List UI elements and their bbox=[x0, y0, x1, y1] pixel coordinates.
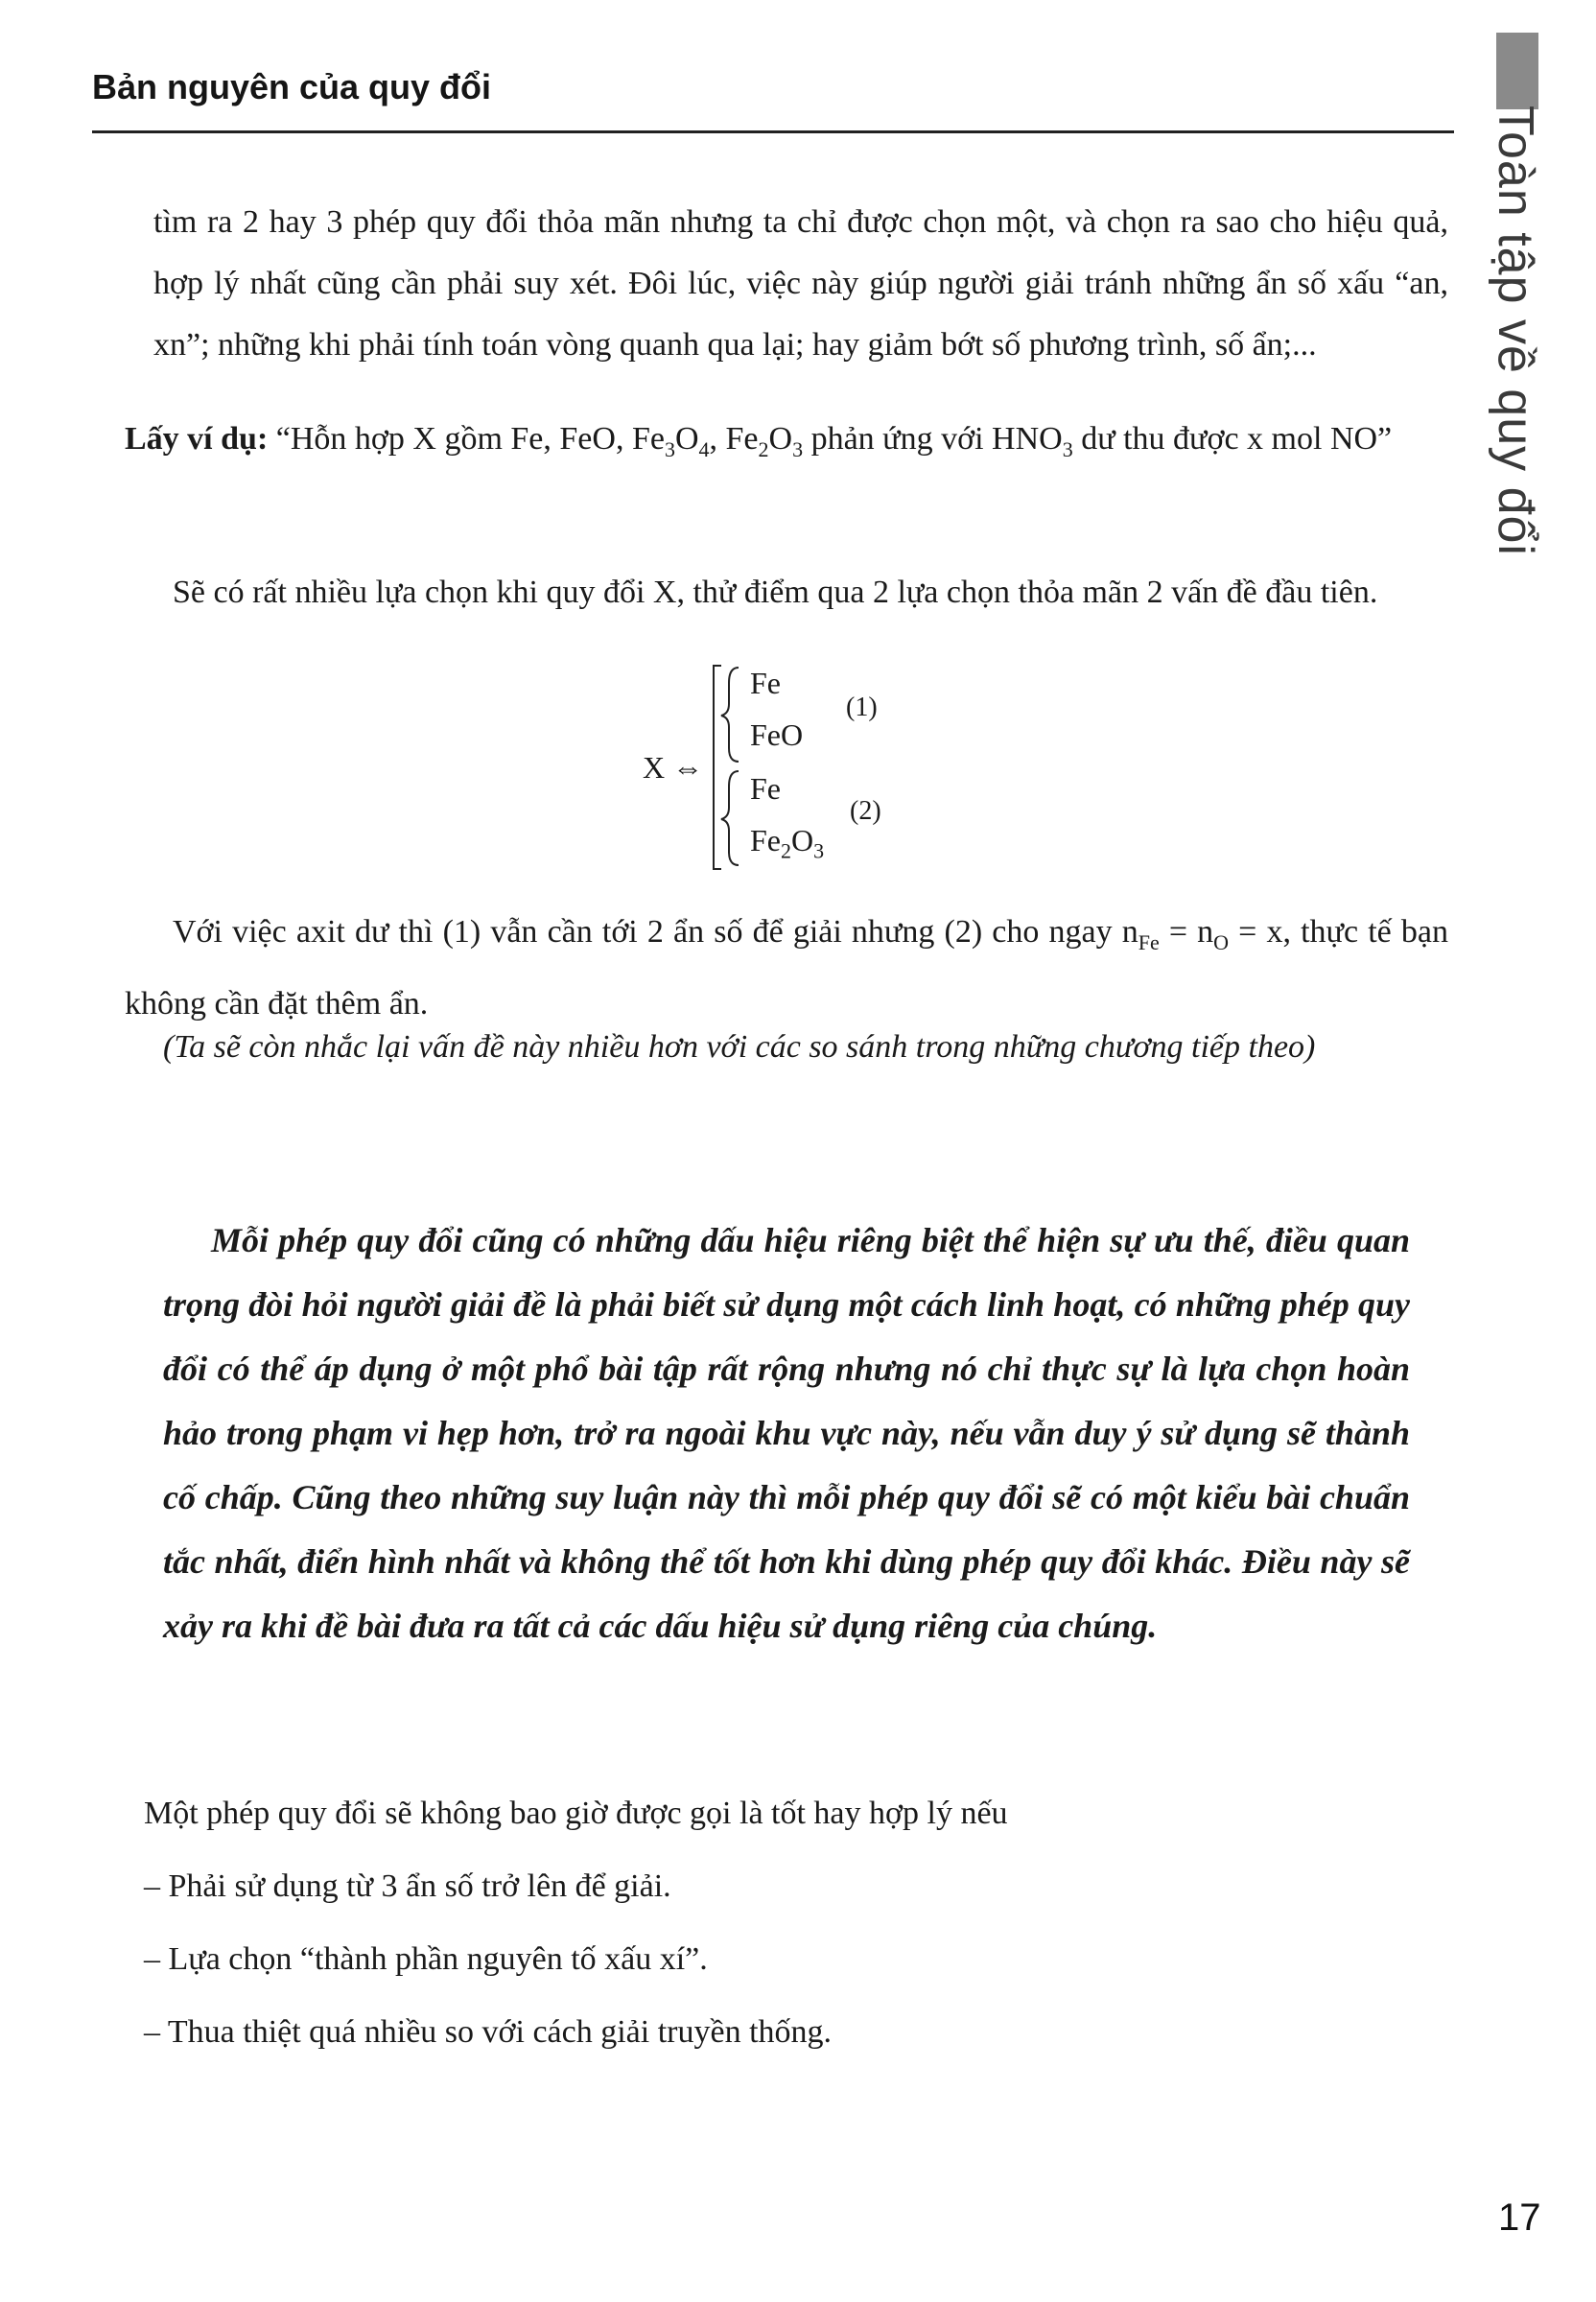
paragraph-note: (Ta sẽ còn nhắc lại vấn đề này nhiều hơn với các so sánh trong những chương tiếp theo) bbox=[163, 1029, 1316, 1065]
scheme-label-2: (2) bbox=[850, 796, 881, 826]
scheme-g1-fe: Fe bbox=[750, 666, 781, 700]
page-number: 17 bbox=[1498, 2196, 1541, 2239]
scheme-label-1: (1) bbox=[846, 693, 878, 722]
list-item: – Lựa chọn “thành phần nguyên tố xấu xí”. bbox=[144, 1941, 708, 1977]
list-item: – Thua thiệt quá nhiều so với cách giải truyền thống. bbox=[144, 2014, 833, 2050]
example-text: “Hỗn hợp X gồm Fe, FeO, Fe bbox=[268, 421, 665, 457]
side-tab-title: Toàn tập về quy đổi bbox=[1488, 106, 1543, 556]
running-header-title: Bản nguyên của quy đổi bbox=[92, 67, 492, 106]
header-rule bbox=[92, 130, 1454, 133]
scheme-g2-fe2o3: $Fe_2O_3$ bbox=[750, 823, 825, 863]
scheme-g2-fe: Fe bbox=[750, 771, 781, 806]
list-item: – Phải sử dụng từ 3 ẩn số trở lên để giải. bbox=[144, 1868, 671, 1904]
scheme-lhs: X ⇔ bbox=[643, 750, 704, 785]
conversion-scheme bbox=[643, 662, 950, 873]
highlight-quote: Mỗi phép quy đổi cũng có những dấu hiệu riêng biệt thể hiện sự ưu thế, điều quan trọng đòi hỏi người giải đề là phải biết sử dụng một cách linh hoạt, có những phép quy đổi có thể áp dụng ở một phổ bài tập rất rộng nhưng nó chỉ thực sự là lựa chọn hoàn hảo trong phạm vi hẹp hơn, trở ra ngoài khu vực này, nếu vẫn duy ý sử dụng sẽ thành cố chấp. Cũng theo những suy luận này thì mỗi phép quy đổi sẽ có một kiểu bài chuẩn tắc nhất, điển hình nhất và không thể tốt hơn khi dùng phép quy đổi khác. Điều này sẽ xảy ra khi đề bài đưa ra tất cả các dấu hiệu sử dụng riêng của chúng. bbox=[163, 1221, 1410, 1645]
paragraph-1: tìm ra 2 hay 3 phép quy đổi thỏa mãn nhưng ta chỉ được chọn một, và chọn ra sao cho hiệu quả, hợp lý nhất cũng cần phải suy xét. Đôi lúc, việc này giúp người giải tránh những ẩn số xấu “an, xn”; những khi phải tính toán vòng quanh qua lại; hay giảm bớt số phương trình, số ẩn;... bbox=[153, 204, 1448, 363]
example-label: Lấy ví dụ: bbox=[125, 421, 269, 457]
scheme-g1-feo: FeO bbox=[750, 717, 804, 752]
paragraph-example: Lấy ví dụ: “Hỗn hợp X gồm Fe, FeO, $Fe_3O_4$, $Fe_2O_3$ phản ứng với $HNO_3$ dư thu được x mol NO” bbox=[125, 421, 1393, 461]
list-intro: Một phép quy đổi sẽ không bao giờ được gọi là tốt hay hợp lý nếu bbox=[144, 1796, 1008, 1831]
paragraph-3: Sẽ có rất nhiều lựa chọn khi quy đổi X, thử điểm qua 2 lựa chọn thỏa mãn 2 vấn đề đầu tiên. bbox=[173, 575, 1378, 610]
side-tab-marker bbox=[1496, 33, 1538, 109]
paragraph-4: Với việc axit dư thì (1) vẫn cần tới 2 ẩn số để giải nhưng (2) cho ngay $n_{Fe} = n_O = x$, thực tế bạn không cần đặt thêm ẩn. bbox=[125, 914, 1448, 1022]
